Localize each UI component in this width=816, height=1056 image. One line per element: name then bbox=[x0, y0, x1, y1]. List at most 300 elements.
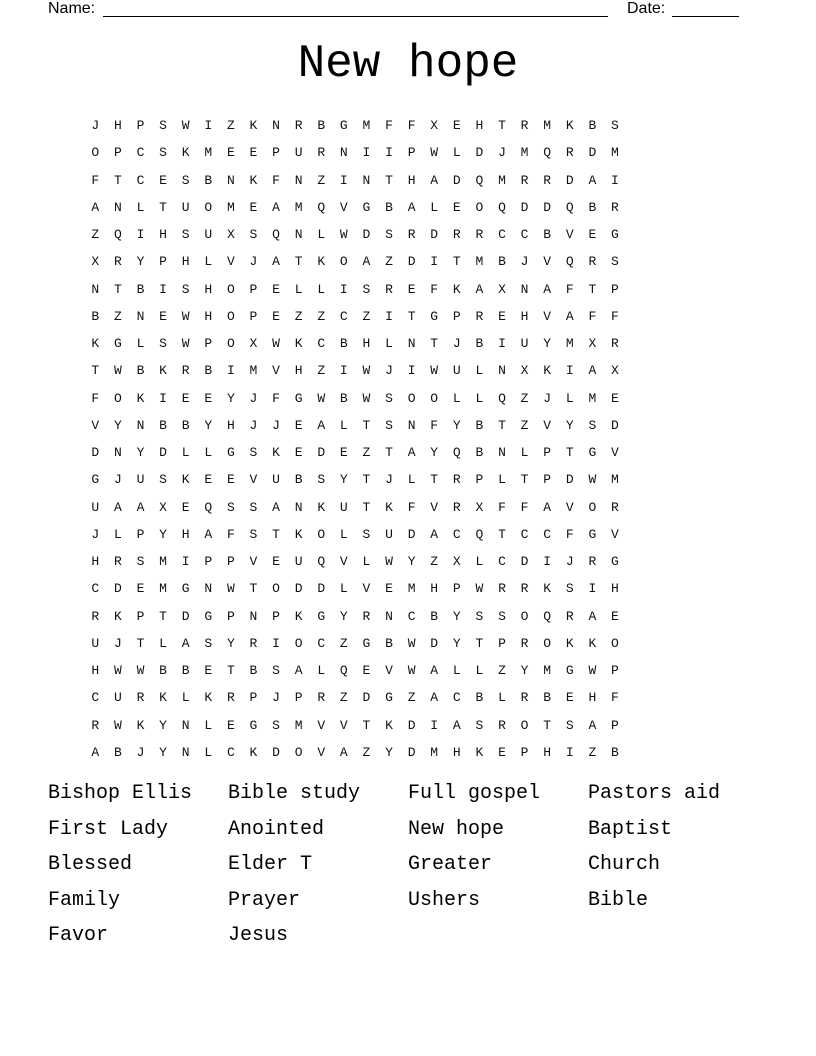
grid-cell: S bbox=[317, 472, 326, 488]
grid-cell: C bbox=[317, 336, 326, 351]
word-list-item: First Lady bbox=[48, 817, 169, 841]
grid-cell: P bbox=[136, 608, 145, 624]
grid-cell: B bbox=[181, 663, 190, 678]
grid-cell: M bbox=[362, 118, 371, 133]
grid-cell: A bbox=[588, 172, 597, 188]
grid-cell: H bbox=[204, 308, 213, 324]
grid-cell: N bbox=[520, 281, 529, 297]
grid-cell: Q bbox=[113, 227, 122, 242]
grid-cell: O bbox=[204, 199, 213, 215]
grid-cell: S bbox=[136, 554, 145, 569]
grid-cell: K bbox=[565, 635, 574, 651]
grid-cell: W bbox=[475, 581, 484, 597]
grid-cell: V bbox=[226, 254, 235, 270]
grid-row bbox=[84, 221, 626, 248]
word-list-item: Bible study bbox=[228, 782, 361, 805]
grid-cell: S bbox=[385, 227, 393, 242]
grid-cell: S bbox=[249, 526, 258, 542]
grid-cell: S bbox=[362, 281, 371, 297]
grid-cell: I bbox=[385, 308, 393, 324]
grid-cell: K bbox=[181, 472, 190, 488]
grid-cell: I bbox=[430, 717, 439, 733]
grid-cell: L bbox=[452, 145, 461, 161]
grid-cell: Y bbox=[385, 744, 393, 760]
grid-row bbox=[84, 412, 626, 439]
grid-cell: F bbox=[611, 308, 619, 324]
grid-cell: R bbox=[520, 118, 529, 133]
grid-cell: Z bbox=[520, 390, 529, 406]
grid-cell: V bbox=[317, 744, 326, 760]
grid-cell: S bbox=[181, 281, 190, 297]
grid-cell: M bbox=[543, 663, 552, 678]
grid-cell: L bbox=[204, 254, 213, 270]
grid-cell: O bbox=[339, 254, 348, 270]
grid-cell: N bbox=[226, 172, 235, 188]
grid-cell: K bbox=[159, 690, 167, 706]
grid-cell: B bbox=[430, 608, 439, 624]
grid-cell: R bbox=[452, 472, 461, 488]
grid-cell: T bbox=[91, 363, 100, 379]
grid-cell: P bbox=[611, 281, 619, 297]
grid-cell: W bbox=[407, 635, 416, 651]
grid-cell: W bbox=[181, 308, 190, 324]
grid-cell: W bbox=[113, 663, 122, 678]
grid-cell: L bbox=[339, 526, 348, 542]
grid-cell: X bbox=[226, 227, 235, 242]
grid-cell: R bbox=[611, 499, 619, 515]
grid-cell: K bbox=[136, 717, 145, 733]
grid-cell: G bbox=[588, 445, 597, 460]
grid-cell: X bbox=[520, 363, 529, 379]
grid-cell: Y bbox=[339, 608, 348, 624]
grid-cell: K bbox=[588, 635, 597, 651]
grid-cell: P bbox=[204, 554, 213, 569]
grid-cell: S bbox=[249, 227, 258, 242]
grid-cell: L bbox=[385, 336, 393, 351]
grid-cell: I bbox=[159, 281, 167, 297]
grid-cell: V bbox=[339, 554, 348, 569]
grid-cell: T bbox=[159, 608, 167, 624]
grid-cell: T bbox=[498, 118, 506, 133]
grid-cell: P bbox=[226, 554, 235, 569]
grid-cell: C bbox=[91, 581, 100, 597]
grid-cell: T bbox=[113, 172, 122, 188]
grid-cell: V bbox=[430, 499, 439, 515]
grid-cell: Q bbox=[475, 172, 484, 188]
grid-cell: A bbox=[294, 663, 303, 678]
grid-cell: V bbox=[543, 417, 552, 433]
grid-cell: P bbox=[294, 690, 303, 706]
grid-cell: K bbox=[272, 445, 280, 460]
grid-cell: D bbox=[430, 227, 439, 242]
grid-cell: I bbox=[181, 554, 190, 569]
grid-cell: W bbox=[113, 363, 122, 379]
grid-cell: R bbox=[136, 690, 145, 706]
grid-cell: B bbox=[136, 363, 145, 379]
grid-cell: K bbox=[543, 581, 552, 597]
grid-cell: G bbox=[317, 608, 326, 624]
grid-cell: D bbox=[565, 172, 574, 188]
grid-cell: U bbox=[113, 690, 122, 706]
grid-cell: R bbox=[294, 118, 303, 133]
grid-cell: V bbox=[249, 554, 258, 569]
grid-cell: P bbox=[452, 581, 461, 597]
grid-cell: K bbox=[452, 281, 461, 297]
grid-cell: R bbox=[91, 608, 100, 624]
grid-cell: K bbox=[249, 744, 258, 760]
grid-cell: F bbox=[565, 526, 574, 542]
grid-cell: X bbox=[588, 336, 597, 351]
grid-cell: V bbox=[543, 308, 552, 324]
grid-cell: V bbox=[611, 445, 619, 460]
grid-cell: H bbox=[181, 254, 190, 270]
grid-cell: O bbox=[543, 635, 552, 651]
grid-cell: E bbox=[452, 118, 461, 133]
grid-cell: B bbox=[543, 227, 552, 242]
grid-cell: B bbox=[136, 281, 145, 297]
grid-cell: L bbox=[159, 635, 167, 651]
grid-cell: I bbox=[407, 363, 416, 379]
grid-row bbox=[84, 303, 626, 330]
grid-cell: P bbox=[249, 690, 258, 706]
grid-cell: O bbox=[272, 581, 280, 597]
grid-cell: L bbox=[294, 281, 303, 297]
grid-cell: T bbox=[385, 172, 393, 188]
grid-cell: K bbox=[91, 336, 100, 351]
grid-cell: S bbox=[249, 499, 258, 515]
grid-cell: Z bbox=[498, 663, 506, 678]
grid-cell: R bbox=[181, 363, 190, 379]
grid-cell: R bbox=[520, 690, 529, 706]
date-field-line[interactable] bbox=[672, 0, 739, 17]
grid-cell: D bbox=[520, 554, 529, 569]
grid-cell: S bbox=[565, 717, 574, 733]
word-list-item: Prayer bbox=[228, 888, 301, 912]
grid-cell: F bbox=[91, 390, 100, 406]
grid-cell: T bbox=[362, 472, 371, 488]
grid-cell: S bbox=[385, 417, 393, 433]
grid-cell: L bbox=[452, 390, 461, 406]
grid-cell: R bbox=[611, 199, 619, 215]
grid-cell: E bbox=[611, 390, 619, 406]
grid-cell: X bbox=[475, 499, 484, 515]
grid-cell: D bbox=[520, 199, 529, 215]
grid-cell: M bbox=[226, 199, 235, 215]
grid-cell: C bbox=[452, 690, 461, 706]
word-list-item: Baptist bbox=[588, 817, 673, 841]
grid-cell: M bbox=[294, 199, 303, 215]
grid-cell: O bbox=[91, 145, 100, 161]
grid-cell: B bbox=[159, 417, 167, 433]
grid-cell: G bbox=[565, 663, 574, 678]
grid-cell: D bbox=[407, 526, 416, 542]
grid-cell: X bbox=[498, 281, 506, 297]
grid-cell: Z bbox=[362, 308, 371, 324]
grid-cell: Z bbox=[362, 744, 371, 760]
grid-cell: I bbox=[159, 390, 167, 406]
grid-cell: C bbox=[407, 608, 416, 624]
grid-cell: S bbox=[181, 227, 190, 242]
grid-row bbox=[84, 194, 626, 221]
grid-cell: U bbox=[272, 472, 280, 488]
grid-cell: K bbox=[249, 172, 258, 188]
grid-cell: Z bbox=[226, 118, 235, 133]
grid-cell: Y bbox=[407, 554, 416, 569]
grid-cell: W bbox=[136, 663, 145, 678]
grid-cell: Y bbox=[452, 608, 461, 624]
grid-cell: Y bbox=[452, 417, 461, 433]
grid-cell: J bbox=[249, 417, 258, 433]
word-list-item: Greater bbox=[408, 853, 493, 876]
grid-cell: N bbox=[249, 608, 258, 624]
grid-cell: Y bbox=[452, 635, 461, 651]
grid-cell: E bbox=[136, 581, 145, 597]
grid-cell: F bbox=[91, 172, 100, 188]
grid-cell: R bbox=[565, 145, 574, 161]
grid-cell: E bbox=[159, 172, 167, 188]
grid-cell: R bbox=[249, 635, 258, 651]
grid-cell: D bbox=[317, 445, 326, 460]
grid-cell: J bbox=[91, 526, 100, 542]
page-title: New hope bbox=[297, 38, 519, 90]
grid-cell: D bbox=[159, 445, 167, 460]
grid-cell: I bbox=[339, 172, 348, 188]
grid-cell: W bbox=[181, 336, 190, 351]
grid-cell: O bbox=[226, 281, 235, 297]
grid-cell: R bbox=[385, 281, 393, 297]
grid-row bbox=[84, 630, 626, 657]
grid-cell: N bbox=[339, 145, 348, 161]
grid-cell: V bbox=[543, 254, 552, 270]
grid-cell: K bbox=[385, 499, 393, 515]
grid-cell: Z bbox=[588, 744, 597, 760]
grid-cell: E bbox=[452, 199, 461, 215]
grid-cell: O bbox=[430, 390, 439, 406]
grid-cell: B bbox=[588, 118, 597, 133]
grid-cell: E bbox=[565, 690, 574, 706]
grid-cell: T bbox=[294, 254, 303, 270]
grid-cell: A bbox=[430, 663, 439, 678]
grid-cell: L bbox=[520, 445, 529, 460]
grid-cell: S bbox=[226, 499, 235, 515]
grid-cell: B bbox=[611, 744, 619, 760]
grid-cell: N bbox=[294, 172, 303, 188]
grid-cell: T bbox=[430, 336, 439, 351]
grid-cell: I bbox=[430, 254, 439, 270]
grid-cell: E bbox=[159, 308, 167, 324]
grid-cell: R bbox=[362, 608, 371, 624]
grid-cell: O bbox=[113, 390, 122, 406]
word-list-item: Bible bbox=[588, 888, 649, 912]
grid-cell: B bbox=[385, 635, 393, 651]
grid-cell: O bbox=[226, 308, 235, 324]
grid-cell: R bbox=[498, 717, 506, 733]
grid-cell: D bbox=[272, 744, 280, 760]
grid-cell: R bbox=[520, 581, 529, 597]
grid-cell: S bbox=[204, 635, 213, 651]
grid-cell: F bbox=[407, 118, 416, 133]
grid-cell: A bbox=[272, 499, 280, 515]
grid-cell: L bbox=[407, 472, 416, 488]
grid-cell: G bbox=[385, 690, 393, 706]
grid-cell: N bbox=[362, 172, 371, 188]
grid-cell: Y bbox=[430, 445, 439, 460]
grid-cell: P bbox=[226, 608, 235, 624]
grid-cell: S bbox=[475, 608, 484, 624]
grid-cell: G bbox=[362, 199, 371, 215]
grid-cell: V bbox=[611, 526, 619, 542]
grid-cell: H bbox=[113, 118, 122, 133]
grid-cell: T bbox=[452, 254, 461, 270]
grid-cell: N bbox=[272, 118, 280, 133]
grid-cell: R bbox=[226, 690, 235, 706]
grid-cell: A bbox=[339, 744, 348, 760]
grid-cell: P bbox=[520, 744, 529, 760]
grid-cell: V bbox=[91, 417, 100, 433]
grid-cell: Q bbox=[317, 199, 326, 215]
grid-cell: K bbox=[317, 254, 326, 270]
grid-cell: J bbox=[136, 744, 145, 760]
grid-cell: O bbox=[520, 717, 529, 733]
grid-row bbox=[84, 548, 626, 575]
grid-cell: I bbox=[498, 336, 506, 351]
grid-cell: S bbox=[181, 172, 190, 188]
grid-cell: B bbox=[339, 390, 348, 406]
grid-cell: W bbox=[430, 145, 439, 161]
grid-cell: X bbox=[159, 499, 167, 515]
grid-row bbox=[84, 712, 626, 739]
grid-cell: D bbox=[362, 227, 371, 242]
grid-cell: A bbox=[430, 690, 439, 706]
grid-cell: U bbox=[294, 145, 303, 161]
grid-cell: S bbox=[611, 118, 619, 133]
grid-cell: Y bbox=[520, 663, 529, 678]
grid-cell: F bbox=[588, 308, 597, 324]
grid-cell: I bbox=[136, 227, 145, 242]
grid-cell: U bbox=[204, 227, 213, 242]
grid-cell: A bbox=[543, 499, 552, 515]
grid-cell: O bbox=[520, 608, 529, 624]
grid-cell: V bbox=[362, 581, 371, 597]
grid-cell: S bbox=[475, 717, 484, 733]
grid-cell: U bbox=[294, 554, 303, 569]
grid-row bbox=[84, 112, 626, 139]
grid-cell: G bbox=[204, 608, 213, 624]
grid-cell: H bbox=[520, 308, 529, 324]
grid-cell: I bbox=[588, 581, 597, 597]
grid-cell: D bbox=[452, 172, 461, 188]
grid-cell: F bbox=[272, 390, 280, 406]
grid-cell: S bbox=[159, 472, 167, 488]
header-row bbox=[48, 0, 748, 20]
grid-cell: F bbox=[611, 690, 619, 706]
name-field-line[interactable] bbox=[103, 0, 608, 17]
grid-cell: R bbox=[543, 172, 552, 188]
grid-cell: N bbox=[407, 417, 416, 433]
date-label: Date: bbox=[627, 0, 666, 17]
grid-cell: U bbox=[339, 499, 348, 515]
grid-cell: T bbox=[565, 445, 574, 460]
grid-cell: V bbox=[565, 227, 574, 242]
grid-cell: P bbox=[611, 663, 619, 678]
grid-cell: C bbox=[339, 308, 348, 324]
grid-cell: R bbox=[113, 554, 122, 569]
grid-cell: E bbox=[272, 554, 280, 569]
grid-cell: R bbox=[113, 254, 122, 270]
grid-cell: G bbox=[588, 526, 597, 542]
grid-cell: M bbox=[520, 145, 529, 161]
grid-cell: M bbox=[611, 472, 619, 488]
grid-cell: C bbox=[317, 635, 326, 651]
grid-cell: H bbox=[407, 172, 416, 188]
grid-cell: Y bbox=[204, 417, 213, 433]
grid-cell: L bbox=[204, 445, 213, 460]
grid-cell: D bbox=[475, 145, 484, 161]
grid-cell: V bbox=[249, 472, 258, 488]
grid-cell: P bbox=[475, 472, 484, 488]
grid-cell: T bbox=[588, 281, 597, 297]
grid-cell: D bbox=[611, 417, 619, 433]
grid-cell: U bbox=[91, 499, 100, 515]
grid-cell: W bbox=[317, 390, 326, 406]
grid-cell: T bbox=[362, 499, 371, 515]
grid-cell: X bbox=[430, 118, 439, 133]
grid-cell: Q bbox=[543, 608, 552, 624]
grid-cell: D bbox=[181, 608, 190, 624]
grid-cell: T bbox=[475, 635, 484, 651]
grid-cell: K bbox=[204, 690, 213, 706]
grid-cell: Q bbox=[498, 199, 506, 215]
grid-cell: D bbox=[543, 199, 552, 215]
grid-cell: W bbox=[362, 363, 371, 379]
grid-cell: P bbox=[136, 526, 145, 542]
grid-cell: T bbox=[272, 526, 280, 542]
grid-cell: N bbox=[181, 717, 190, 733]
grid-row bbox=[84, 684, 626, 711]
grid-cell: F bbox=[226, 526, 235, 542]
grid-cell: W bbox=[226, 581, 235, 597]
grid-cell: O bbox=[294, 744, 303, 760]
grid-cell: E bbox=[249, 145, 258, 161]
grid-cell: E bbox=[226, 145, 235, 161]
grid-cell: J bbox=[452, 336, 461, 351]
grid-cell: X bbox=[249, 336, 258, 351]
grid-cell: W bbox=[339, 227, 348, 242]
word-list-item: Ushers bbox=[408, 888, 481, 912]
grid-cell: A bbox=[91, 199, 100, 215]
grid-cell: T bbox=[430, 472, 439, 488]
grid-cell: Q bbox=[452, 445, 461, 460]
grid-cell: R bbox=[475, 227, 484, 242]
grid-cell: S bbox=[272, 663, 280, 678]
grid-cell: W bbox=[385, 554, 393, 569]
grid-cell: F bbox=[385, 118, 393, 133]
grid-cell: H bbox=[226, 417, 235, 433]
grid-cell: V bbox=[339, 717, 348, 733]
grid-cell: E bbox=[204, 472, 213, 488]
grid-cell: T bbox=[362, 417, 371, 433]
grid-cell: E bbox=[498, 308, 506, 324]
grid-cell: V bbox=[272, 363, 280, 379]
grid-cell: G bbox=[249, 717, 258, 733]
grid-cell: P bbox=[498, 635, 506, 651]
grid-cell: Q bbox=[317, 554, 326, 569]
grid-cell: N bbox=[113, 445, 122, 460]
grid-cell: R bbox=[520, 172, 529, 188]
grid-cell: N bbox=[91, 281, 100, 297]
grid-cell: Q bbox=[272, 227, 280, 242]
grid-cell: E bbox=[362, 663, 371, 678]
